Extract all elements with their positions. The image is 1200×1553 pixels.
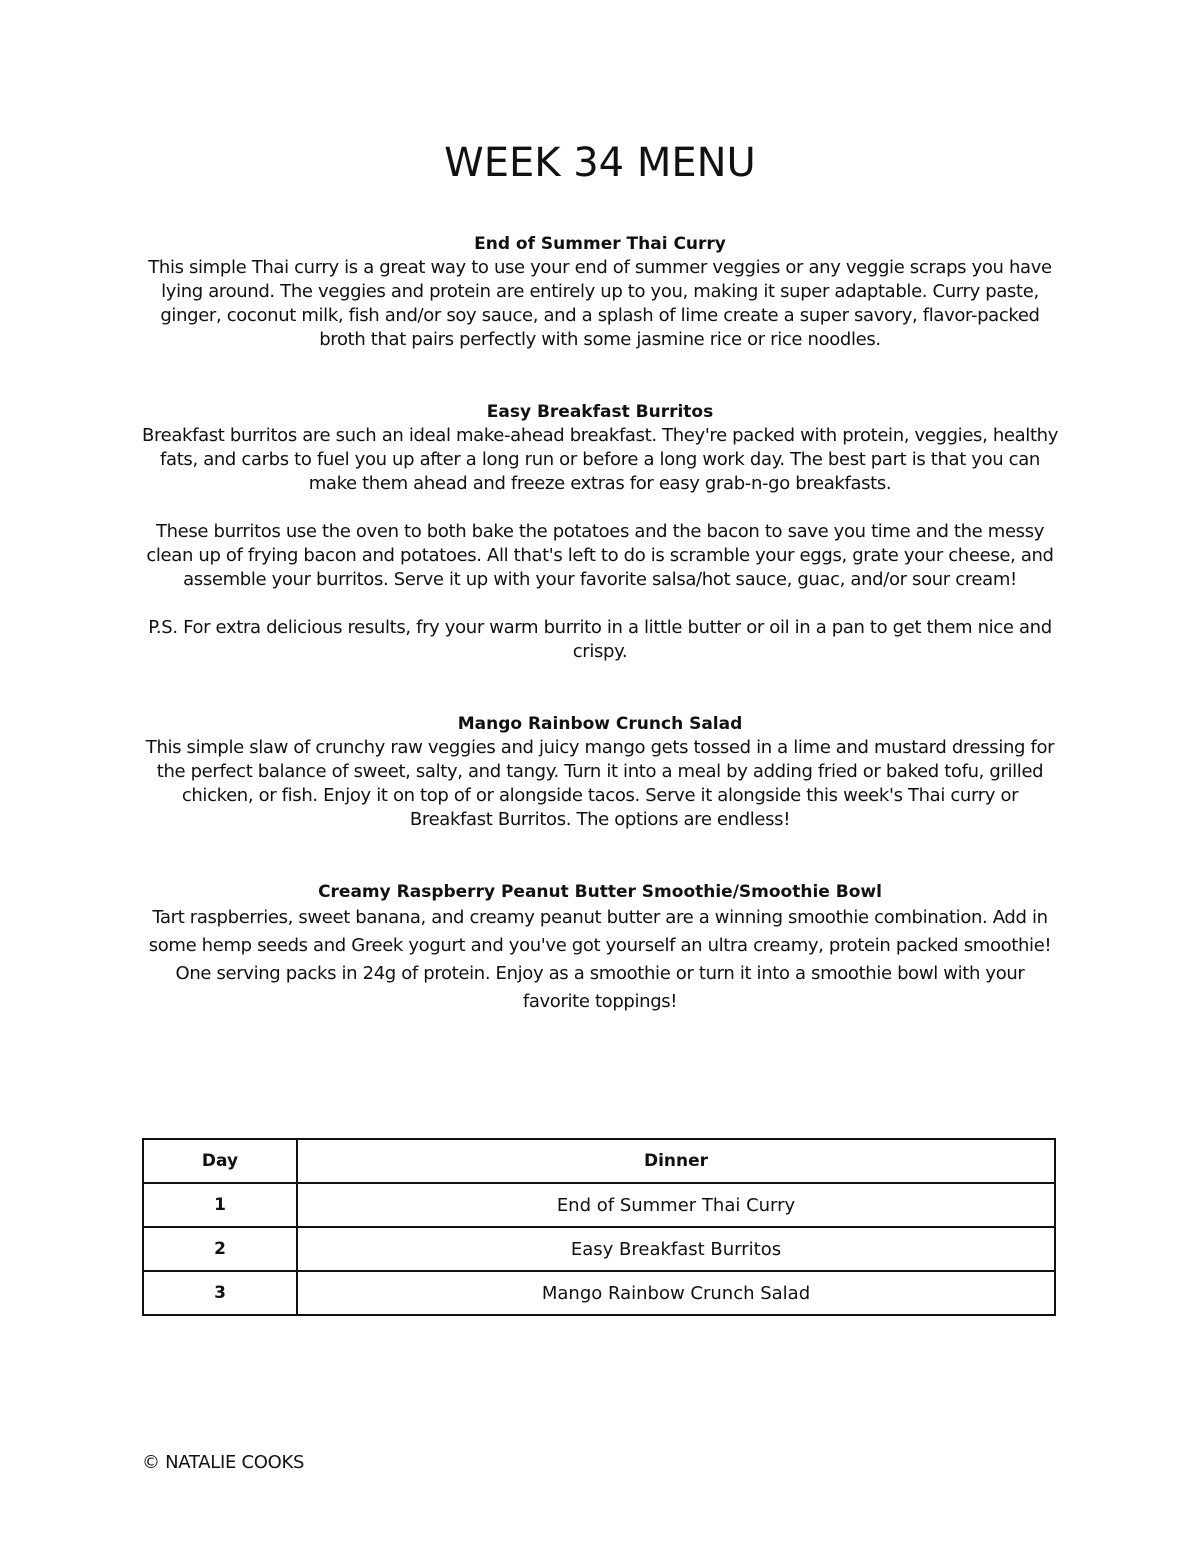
recipe-title: Easy Breakfast Burritos [486, 402, 714, 422]
recipe-description: These burritos use the oven to both bake the potatoes and the bacon to save you time and the messy clean up of frying bacon and potatoes. All that's left to do is scramble your eggs, grate your cheese, and assemble your burritos. Serve it up with your favorite salsa/hot sauce, guac, and/or sour cream! [146, 521, 1054, 590]
recipe-description: This simple Thai curry is a great way to use your end of summer veggies or any veggie scraps you have lying around. The veggies and protein are entirely up to you, making it super adaptable. Curry paste, ginger, coconut milk, fish and/or soy sauce, and a splash of lime create a super savory, flavor-packed broth that pairs perfectly with some jasmine rice or rice noodles. [148, 257, 1052, 350]
recipe-list [140, 232, 1060, 1016]
column-header-dinner: Dinner [297, 1139, 1055, 1183]
recipe-description: This simple slaw of crunchy raw veggies and juicy mango gets tossed in a lime and mustard dressing for the perfect balance of sweet, salty, and tangy. Turn it into a meal by adding fried or baked tofu, grilled chicken, or fish. Enjoy it on top of or alongside tacos. Serve it alongside this week's Thai curry or Breakfast Burritos. The options are endless! [145, 737, 1055, 830]
table-row [143, 1183, 1055, 1227]
table-cell-dinner: End of Summer Thai Curry [297, 1183, 1055, 1227]
table-header-row [143, 1139, 1055, 1183]
recipe-mango-salad [140, 712, 1060, 832]
table-cell-day: 2 [143, 1227, 297, 1271]
recipe-raspberry-smoothie [140, 880, 1060, 1016]
recipe-description: Breakfast burritos are such an ideal make-ahead breakfast. They're packed with protein, veggies, healthy fats, and carbs to fuel you up after a long run or before a long work day. The best part is that you can make them ahead and freeze extras for easy grab-n-go breakfasts. [141, 425, 1059, 494]
page-title: WEEK 34 MENU [444, 140, 756, 186]
table-cell-day: 3 [143, 1271, 297, 1315]
table-cell-dinner: Easy Breakfast Burritos [297, 1227, 1055, 1271]
table-row [143, 1227, 1055, 1271]
recipe-note: P.S. For extra delicious results, fry your warm burrito in a little butter or oil in a pan to get them nice and crispy. [148, 617, 1052, 662]
table-cell-day: 1 [143, 1183, 297, 1227]
recipe-title: Mango Rainbow Crunch Salad [457, 714, 743, 734]
table-cell-dinner: Mango Rainbow Crunch Salad [297, 1271, 1055, 1315]
column-header-day: Day [143, 1139, 297, 1183]
recipe-title: Creamy Raspberry Peanut Butter Smoothie/Smoothie Bowl [318, 882, 882, 902]
recipe-breakfast-burritos [140, 400, 1060, 664]
recipe-description: Tart raspberries, sweet banana, and creamy peanut butter are a winning smoothie combination. Add in some hemp seeds and Greek yogurt and you've got yourself an ultra creamy, protein packed smoothie! One serving packs in 24g of protein. Enjoy as a smoothie or turn it into a smoothie bowl with your favorite toppings! [148, 907, 1052, 1012]
dinner-schedule-table [142, 1138, 1056, 1316]
table-row [143, 1271, 1055, 1315]
recipe-title: End of Summer Thai Curry [474, 234, 726, 254]
copyright-footer: © NATALIE COOKS [142, 1452, 305, 1473]
recipe-thai-curry [140, 232, 1060, 352]
